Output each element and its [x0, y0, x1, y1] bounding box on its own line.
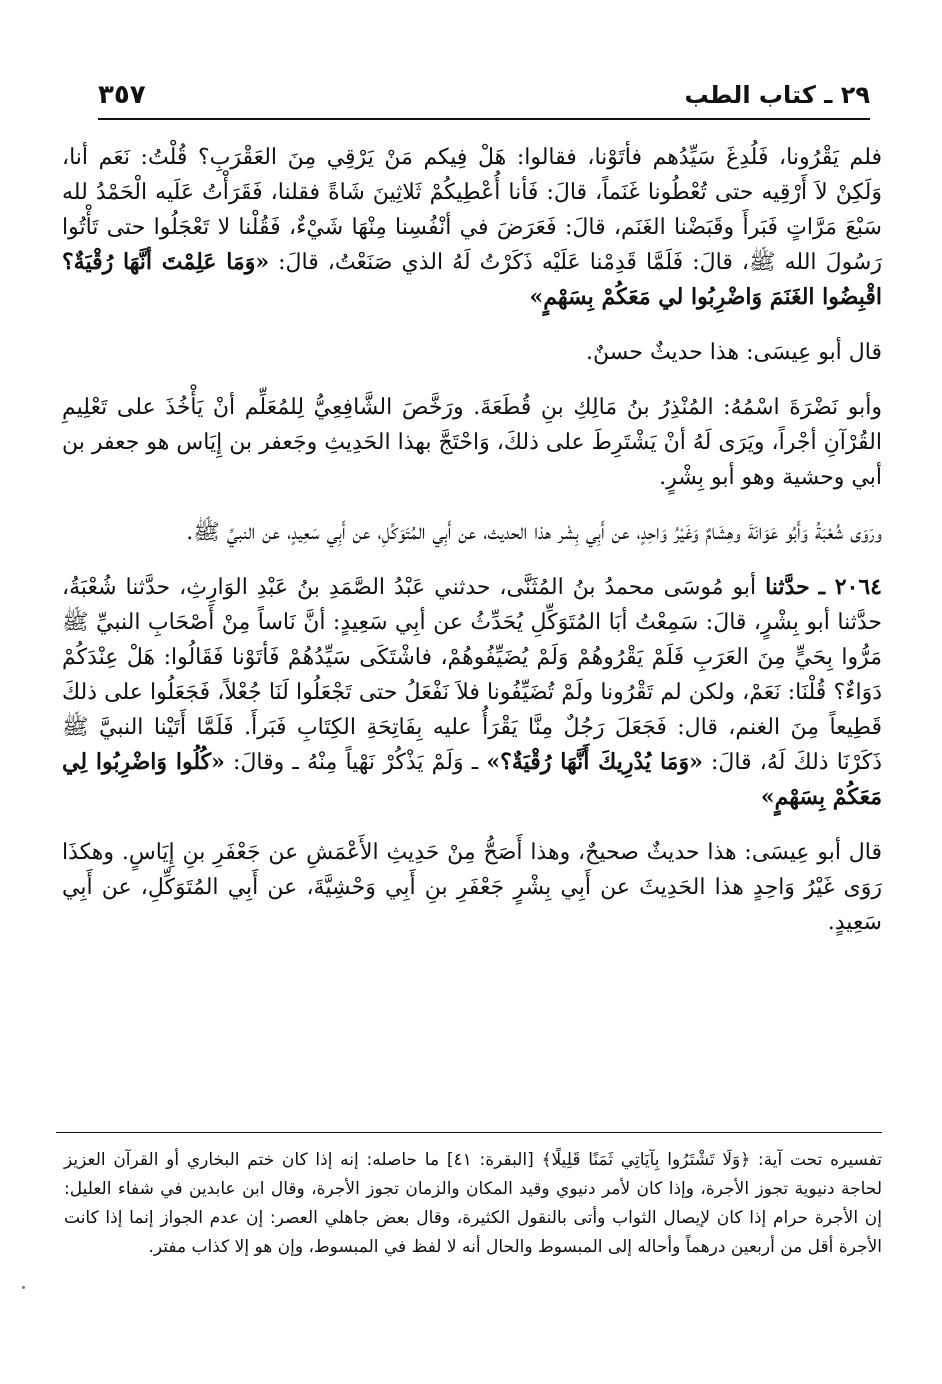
- paragraph-2: قال أبو عِيسَى: هذا حديثٌ حسنٌ.: [585, 340, 882, 365]
- paragraph-6: قال أبو عِيسَى: هذا حديثٌ صحيحٌ، وهذا أَصَحُّ مِنْ حَدِيثِ الأَعْمَشِ عن جَعْفَرِ بنِ إِيَاسٍ. وهكذَا رَوَى غَيْرُ وَاحِدٍ هذا الحَدِيثَ عن أَبِي بِشْرٍ جَعْفَرِ بنِ أَبِي وَحْشِيَّةَ، عن أَبِي المُتَوَكِّلِ، عن أَبِي سَعِيدٍ.: [62, 840, 882, 935]
- page-header: [98, 72, 870, 120]
- footnote-divider: [56, 1132, 882, 1133]
- paragraph-4: ورَوَى شُعْبَةُ وَأَبُو عَوَانَةَ وهِشَامٌ وَغَيْرُ وَاحِدٍ، عن أَبِي بِشْر هذا الحديث، عن أَبِي المُتَوَكِّلِ، عن أَبِي سَعِيدٍ، عن النبيِّ ﷺ.: [186, 520, 882, 545]
- hadith-quote-1: «وَمَا يُدْرِيكَ أَنَّهَا رُقْيَةٌ؟»: [486, 749, 703, 775]
- paragraph-1-quote: «وَمَا عَلِمْتَ أنَّهَا رُقْيَةٌ؟ اقْبِضُوا الغَنَمَ وَاضْرِبُوا لي مَعَكُمْ بِسَهْمٍ»: [62, 249, 882, 310]
- paragraph-1: [62, 140, 882, 315]
- hadith-quote-2: «كُلُوا وَاضْرِبُوا لِي مَعَكُمْ بِسَهْمٍ»: [62, 749, 882, 810]
- page-number: ٣٥٧: [98, 80, 146, 110]
- hadith-number: ٢٠٦٤ ـ: [818, 574, 882, 600]
- hadith-text: أبو مُوسَى محمدُ بنُ المُثَنَّى، حدثني عَبْدُ الصَّمَدِ بنُ عَبْدِ الوَارِثِ، حدَّثنا شُعْبَةُ، حدَّثنا أبو بِشْرٍ، قالَ: سَمِعْتُ أبَا المُتَوَكِّلِ يُحَدِّثُ عن أبِي سَعِيدٍ: أنَّ نَاساً مِنْ أَصْحَابِ النبيِّ ﷺ مَرُّوا بِحَيٍّ مِنَ العَرَبِ فَلَمْ يَقْرُوهُمْ وَلَمْ يُضَيِّفُوهُمْ، فاشْتَكَى سَيِّدُهُمْ فَأتَوْنا فَقَالُوا: هَلْ عِنْدَكُمْ دَوَاءٌ؟ قُلْنَا: نَعَمْ، ولكن لم تَقْرُونا ولَمْ تُضَيِّفُونا فلاَ نَفْعَلُ حتى تَجْعَلُوا لَنَا جُعْلاً، فَجَعَلُوا على ذلكَ قَطِيعاً مِنَ الغنم، قال: فَجَعَلَ رَجُلٌ مِنَّا يَقْرَأُ عليه بِفَاتِحَةِ الكِتَابِ فَبَرأَ. فَلَمَّا أَتَيْنا النبيَّ ﷺ ذَكَرْنَا ذلكَ لَهُ، قالَ:: [62, 575, 882, 775]
- footnotes: [64, 1146, 882, 1262]
- hadith-middle: ـ وَلَمْ يَذْكُرْ نَهْياً مِنْهُ ـ وقالَ:: [224, 750, 487, 775]
- footnote-text: تفسيره تحت آية: ﴿وَلَا تَشْتَرُوا بِآيَاتِي ثَمَنًا قَلِيلًا﴾ [البقرة: ٤١] ما حاصله: إنه إذا كان ختم البخاري أو القرآن العزيز لحاجة دنيوية تجوز الأجرة، وإذا كان لأمر دنيوي وقيد المكان والزمان تجوز الأجرة، وقال ابن عابدين في شفاء العليل: إن الأجرة حرام إذا كان لإيصال الثواب وأتى بالنقول الكثيرة، وقال بعض جاهلي العصر: إن عدم الجواز إنما إذا كانت الأجرة أقل من أربعين درهماً وأحاله إلى المبسوط والحال أنه لا لفظ في المبسوط، وإن هو إلا كذاب مفتر.: [64, 1150, 883, 1257]
- hadith-2064: [62, 570, 882, 815]
- hadith-lead: حدَّثنا: [765, 574, 810, 600]
- running-title: ٢٩ ـ كتاب الطب: [684, 81, 870, 109]
- paragraph-1-text: فلم يَقْرُونا، فَلُدِغَ سَيِّدُهم فأتَوْنا، فقالوا: هَلْ فِيكم مَنْ يَرْقِي مِنَ العَقْرَبِ؟ قُلْتُ: نَعَم أنا، وَلَكِنْ لاَ أَرْقِيه حتى تُعْطُونا غَنَماً، قالَ: فَأنا أُعْطِيكُمْ ثَلاثِينَ شَاةً فقلنا، فَقَرَأْتُ عَلَيه الْحَمْدُ لله سَبْعَ مَرَّاتٍ فَبَرأَ وقَبَضْنا الغَنَم، قالَ: فَعَرَضَ في أنْفُسِنا مِنْهَا شَيْءٌ، فَقُلْنا لا تَعْجَلُوا حتى تَأْتُوا رَسُولَ الله ﷺ، قالَ: فَلَمَّا قَدِمْنا عَلَيْه ذَكَرْتُ لَهُ الذي صَنَعْتُ، قالَ:: [62, 145, 882, 275]
- main-text: [62, 140, 882, 960]
- scan-speck: [22, 1286, 25, 1289]
- paragraph-3: وأبو نَضْرَةَ اسْمُهُ: المُنْذِرُ بنُ مَالِكِ بنِ قُطَعَةَ. ورَخَّصَ الشَّافِعِيُّ لِلمُعَلِّم أنْ يَأْخُذَ على تَعْلِيمِ القُرْآنِ أجْراً، ويَرَى لَهُ أنْ يَشْتَرِطَ على ذلكَ، وَاحْتَجَّ بهذا الحَدِيثِ وجَعفر بن إِيَاس هو جعفر بن أبي وحشية وهو أبو بِشْرٍ.: [62, 395, 882, 490]
